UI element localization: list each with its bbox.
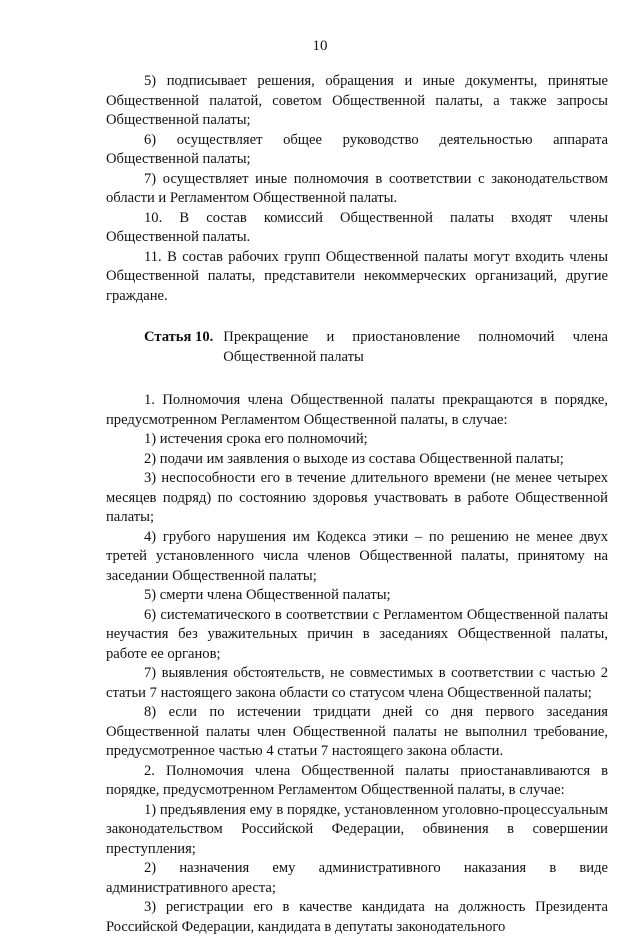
document-body (106, 72, 608, 937)
paragraph: 1) истечения срока его полномочий; (144, 431, 368, 447)
paragraph: 5) подписывает решения, обращения и иные документы, принятые Общественной палатой, советом Общественной палаты, а также запросы Общественной палаты; (106, 73, 608, 128)
paragraph: 2) назначения ему административного наказания в виде административного ареста; (106, 860, 608, 896)
top-section (106, 72, 608, 306)
article-label: Статья 10. (144, 329, 214, 345)
paragraph: 3) регистрации его в качестве кандидата на должность Президента Российской Федерации, кандидата в депутаты законодательного (106, 899, 608, 935)
paragraph: 8) если по истечении тридцати дней со дня первого заседания Общественной палаты член Общественной палаты не выполнил требование, предусмотренное частью 4 статьи 7 настоящего закона области. (106, 704, 608, 759)
paragraph: 6) осуществляет общее руководство деятельностью аппарата Общественной палаты; (106, 131, 608, 167)
article-body (106, 391, 608, 937)
article-heading (106, 328, 608, 367)
page-number: 10 (312, 38, 328, 54)
paragraph: 5) смерти члена Общественной палаты; (144, 587, 391, 603)
paragraph: 4) грубого нарушения им Кодекса этики – по решению не менее двух третей установленного числа членов Общественной палаты, принятому на заседании Общественной палаты; (106, 528, 608, 584)
paragraph: 6) систематического в соответствии с Регламентом Общественной палаты неучастия без уважительных причин в заседаниях Общественной палаты, работе ее органов; (106, 606, 608, 662)
paragraph: 11. В состав рабочих групп Общественной палаты могут входить члены Общественной палаты, представители некоммерческих организаций, другие граждане. (106, 248, 608, 304)
paragraph: 3) неспособности его в течение длительного времени (не менее четырех месяцев подряд) по состоянию здоровья участвовать в работе Общественной палаты; (106, 470, 608, 525)
paragraph: 7) выявления обстоятельств, не совместимых в соответствии с частью 2 статьи 7 настоящего закона области со статусом члена Общественной палаты; (106, 665, 608, 701)
paragraph: 10. В состав комиссий Общественной палаты входят члены Общественной палаты. (106, 209, 608, 245)
paragraph: 1) предъявления ему в порядке, установленном уголовно-процессуальным законодательством Российской Федерации, обвинения в совершении преступления; (106, 801, 608, 857)
paragraph: 2) подачи им заявления о выходе из состава Общественной палаты; (144, 450, 564, 467)
paragraph: 1. Полномочия члена Общественной палаты прекращаются в порядке, предусмотренном Регламентом Общественной палаты, в случае: (106, 392, 608, 428)
paragraph: 7) осуществляет иные полномочия в соответствии с законодательством области и Регламентом Общественной палаты. (106, 170, 608, 206)
paragraph: 2. Полномочия члена Общественной палаты приостанавливаются в порядке, предусмотренном Регламентом Общественной палаты, в случае: (106, 762, 608, 798)
article-title: Прекращение и приостановление полномочий члена Общественной палаты (223, 329, 608, 365)
